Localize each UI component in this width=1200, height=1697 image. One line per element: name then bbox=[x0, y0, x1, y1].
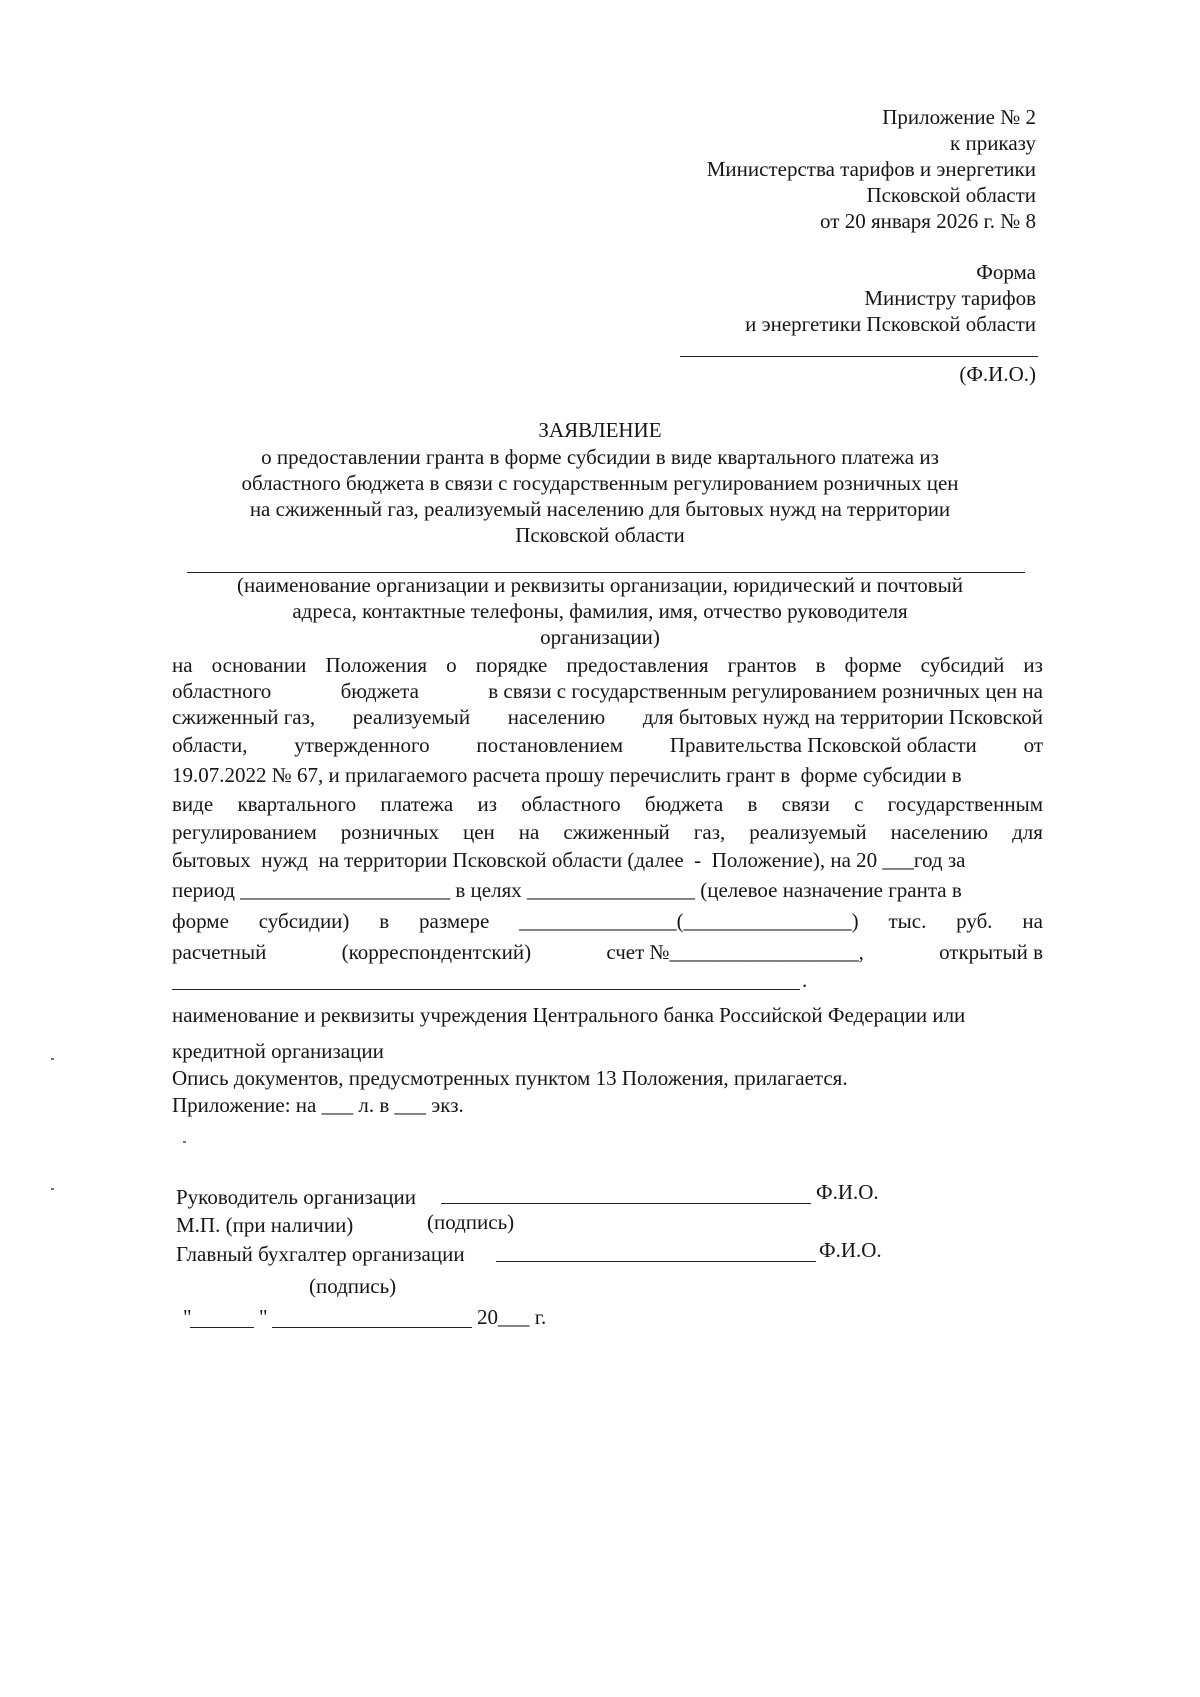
appendix-date: от 20 января 2026 г. № 8 bbox=[820, 209, 1036, 233]
body-line8: бытовых нужд на территории Псковской области (далее - Положение), на 20 ___год за bbox=[172, 848, 966, 872]
head-fio: Ф.И.О. bbox=[816, 1180, 879, 1204]
bank-details-line-dot: . bbox=[802, 968, 808, 992]
accountant-signature-line bbox=[496, 1261, 816, 1262]
appendix-order: к приказу bbox=[950, 131, 1036, 155]
addressee-fio-line bbox=[680, 356, 1038, 357]
date-month-line bbox=[272, 1327, 472, 1328]
head-label: Руководитель организации bbox=[176, 1185, 416, 1209]
title-line4: Псковской области bbox=[515, 523, 685, 547]
date-year: 20___ г. bbox=[477, 1305, 547, 1329]
attachment-note: Приложение: на ___ л. в ___ экз. bbox=[172, 1093, 464, 1117]
scan-speck bbox=[51, 1188, 54, 1190]
org-caption-line2: адреса, контактные телефоны, фамилия, имя, отчество руководителя bbox=[292, 599, 908, 623]
bank-details-line bbox=[172, 989, 800, 990]
head-signature-caption: (подпись) bbox=[427, 1210, 515, 1234]
org-caption-line1: (наименование организации и реквизиты организации, юридический и почтовый bbox=[236, 573, 964, 597]
accountant-fio: Ф.И.О. bbox=[819, 1238, 882, 1262]
scan-speck bbox=[183, 1141, 186, 1143]
date-day-line bbox=[190, 1327, 254, 1328]
body-line11: расчетный (корреспондентский) счет №__________________, открытый в bbox=[172, 940, 1043, 964]
date-quote-close: " bbox=[259, 1305, 268, 1329]
document-title: ЗАЯВЛЕНИЕ bbox=[538, 418, 662, 442]
body-line3: сжиженный газ, реализуемый населению для бытовых нужд на территории Псковской bbox=[172, 705, 1043, 729]
body-line2: областного бюджета в связи с государственным регулированием розничных цен на bbox=[172, 679, 1043, 703]
inventory-note: Опись документов, предусмотренных пунктом 13 Положения, прилагается. bbox=[172, 1066, 848, 1090]
title-line1: о предоставлении гранта в форме субсидии в виде квартального платежа из bbox=[261, 445, 939, 469]
body-line1: на основании Положения о порядке предоставления грантов в форме субсидий из bbox=[172, 653, 1043, 677]
appendix-number: Приложение № 2 bbox=[882, 105, 1036, 129]
body-line4: области, утвержденного постановлением Правительства Псковской области от bbox=[172, 733, 1043, 757]
head-signature-line bbox=[441, 1203, 811, 1204]
title-line2: областного бюджета в связи с государственным регулированием розничных цен bbox=[241, 471, 959, 495]
body-line9: период ____________________ в целях ________________ (целевое назначение гранта в bbox=[172, 878, 962, 902]
body-line5: 19.07.2022 № 67, и прилагаемого расчета прошу перечислить грант в форме субсидии в bbox=[172, 763, 962, 787]
date-quote-open: " bbox=[183, 1305, 192, 1329]
bank-caption-line2: кредитной организации bbox=[172, 1039, 384, 1063]
body-line7: регулированием розничных цен на сжиженный газ, реализуемый населению для bbox=[172, 820, 1043, 844]
bank-caption-line1: наименование и реквизиты учреждения Центрального банка Российской Федерации или bbox=[172, 1003, 966, 1027]
stamp-label: М.П. (при наличии) bbox=[176, 1213, 354, 1237]
appendix-ministry: Министерства тарифов и энергетики bbox=[706, 157, 1036, 181]
title-line3: на сжиженный газ, реализуемый населению для бытовых нужд на территории bbox=[249, 497, 951, 521]
addressee-fio-caption: (Ф.И.О.) bbox=[959, 362, 1036, 386]
addressee-line1: Министру тарифов bbox=[864, 286, 1036, 310]
scan-speck bbox=[51, 1058, 54, 1060]
org-caption-line3: организации) bbox=[540, 625, 660, 649]
accountant-signature-caption: (подпись) bbox=[309, 1274, 397, 1298]
accountant-label: Главный бухгалтер организации bbox=[176, 1242, 465, 1266]
form-label: Форма bbox=[976, 260, 1036, 284]
appendix-region: Псковской области bbox=[866, 183, 1036, 207]
addressee-line2: и энергетики Псковской области bbox=[745, 312, 1036, 336]
body-line6: виде квартального платежа из областного бюджета в связи с государственным bbox=[172, 792, 1043, 816]
body-line10: форме субсидии) в размере _______________(________________) тыс. руб. на bbox=[172, 909, 1043, 933]
